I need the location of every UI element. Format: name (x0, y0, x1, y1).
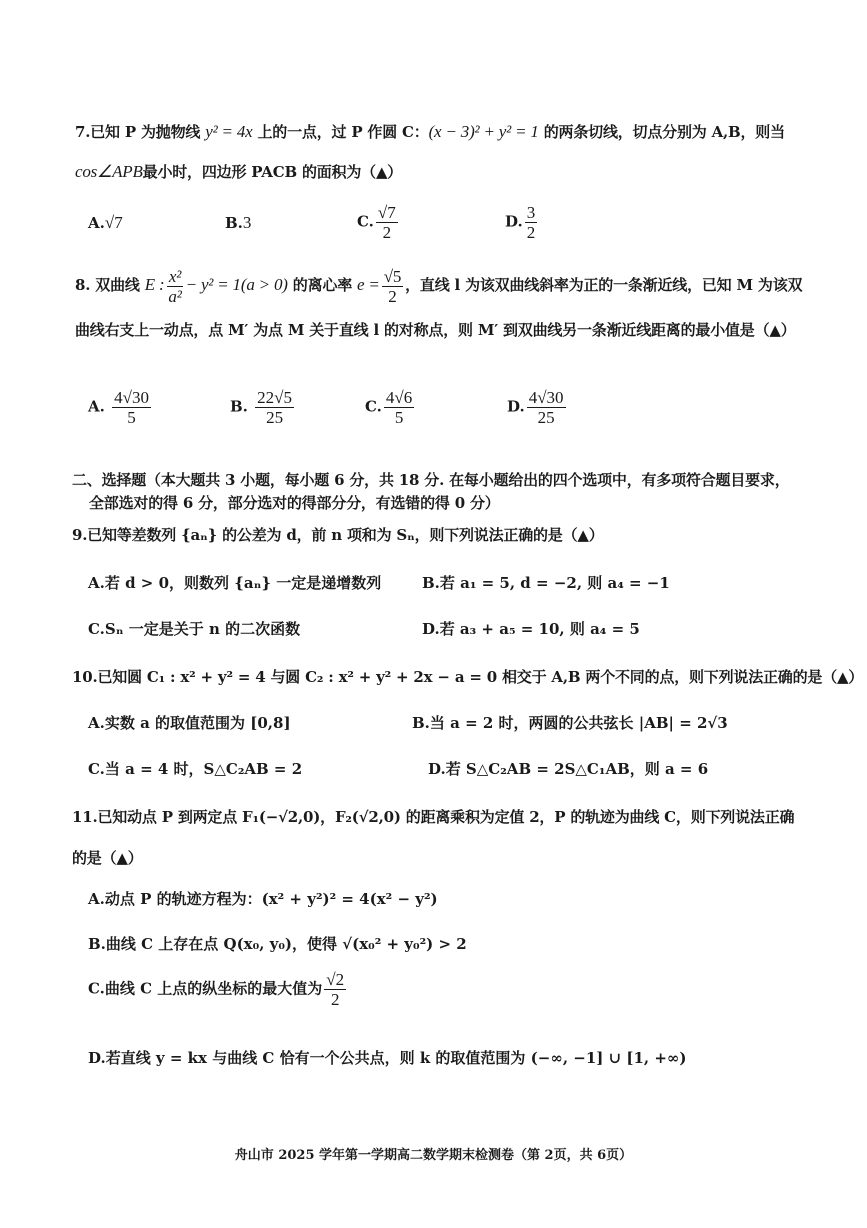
denominator: 5 (394, 408, 404, 427)
option-text: 曲线 C 上点的纵坐标的最大值为 (104, 979, 323, 998)
option-value: √7 (104, 213, 123, 232)
option-label: A. (88, 890, 105, 908)
denominator: 2 (526, 223, 536, 242)
text: 8. 双曲线 (75, 276, 145, 294)
option-text: 若 d > 0，则数列 {aₙ} 一定是递增数列 (104, 574, 382, 592)
numerator: 4√30 (528, 388, 564, 407)
option-text: 若 a₃ + a₅ = 10, 则 a₄ = 5 (439, 620, 640, 638)
math: (x − 3)² + y² = 1 (428, 122, 539, 141)
option-text: 实数 a 的取值范围为 [0,8] (104, 714, 291, 732)
option-label: C. (88, 620, 105, 638)
math: e = (357, 275, 380, 294)
text: 的离心率 (287, 276, 358, 294)
numerator: 4√6 (385, 388, 413, 407)
fraction (255, 388, 294, 427)
denominator: 25 (537, 408, 555, 427)
fraction (384, 388, 414, 427)
q10-option-c (88, 758, 302, 779)
text: 最小时，四边形 PACB 的面积为（▲） (142, 163, 403, 181)
text: 的两条切线，切点分别为 A,B，则当 (538, 123, 785, 141)
option-label: D. (428, 760, 446, 778)
denominator: 5 (127, 408, 136, 427)
q11-option-c (88, 970, 348, 1009)
question-8-line-1 (75, 264, 802, 306)
numerator: √7 (377, 203, 396, 222)
numerator: √5 (383, 266, 402, 286)
question-7-line-2 (75, 162, 402, 182)
q7-option-c (357, 203, 400, 242)
denominator: 2 (382, 223, 392, 242)
fraction (525, 203, 538, 242)
text: ，直线 l 为该双曲线斜率为正的一条渐近线，已知 M 为该双 (405, 276, 803, 294)
fraction (112, 388, 151, 427)
option-label: B. (422, 574, 440, 592)
math: cos∠APB (75, 162, 143, 181)
option-label: B. (225, 214, 243, 232)
q8-option-a (88, 388, 153, 427)
option-label: B. (412, 714, 430, 732)
option-label: C. (88, 760, 105, 778)
option-label: C. (365, 397, 382, 416)
option-label: A. (88, 714, 105, 732)
question-11-line-2: 的是（▲） (72, 849, 143, 867)
fraction (382, 267, 403, 306)
denominator: a² (168, 286, 182, 306)
option-text: 当 a = 4 时，S△C₂AB = 2 (104, 760, 303, 778)
option-label: D. (88, 1049, 106, 1067)
option-label: A. (88, 214, 105, 232)
denominator: 2 (388, 286, 397, 306)
numerator: 3 (526, 203, 536, 222)
option-value: 3 (242, 213, 252, 232)
q7-option-a (88, 213, 123, 233)
option-text: 若 S△C₂AB = 2S△C₁AB，则 a = 6 (445, 760, 709, 778)
option-label: D. (507, 397, 525, 416)
question-8-line-2: 曲线右支上一动点，点 M′ 为点 M 关于直线 l 的对称点，则 M′ 到双曲线另一条渐近线距离的最小值是（▲） (75, 321, 796, 339)
option-label: A. (88, 574, 105, 592)
fraction (166, 267, 183, 306)
q9-option-a (88, 572, 381, 593)
text: 7.已知 P 为抛物线 (75, 123, 206, 141)
option-text: 当 a = 2 时，两圆的公共弦长 |AB| = 2√3 (429, 714, 728, 732)
text: 上的一点，过 P 作圆 C： (252, 123, 429, 141)
option-text: 若直线 y = kx 与曲线 C 恰有一个公共点，则 k 的取值范围为 (−∞, −1] ∪ [1, +∞) (105, 1049, 687, 1067)
question-7-line-1 (75, 122, 785, 142)
numerator: 22√5 (257, 388, 292, 407)
option-label: A. (88, 397, 105, 416)
q7-option-b (225, 213, 251, 233)
q11-option-d (88, 1047, 687, 1068)
fraction (376, 203, 398, 242)
denominator: 25 (266, 408, 284, 427)
q11-option-b (88, 933, 467, 954)
q9-option-c (88, 618, 300, 639)
section-2-heading: 二、选择题（本大题共 3 小题，每小题 6 分，共 18 分. 在每小题给出的四个选项中，有多项符合题目要求， (72, 471, 790, 489)
question-10-stem: 10.已知圆 C₁ : x² + y² = 4 与圆 C₂ : x² + y² + 2x − a = 0 相交于 A,B 两个不同的点，则下列说法正确的是（▲） (72, 668, 864, 686)
q8-option-c (365, 388, 416, 427)
option-label: B. (230, 397, 248, 416)
numerator: 4√30 (114, 388, 149, 407)
fraction (527, 388, 566, 427)
fraction (324, 970, 346, 1009)
numerator: √2 (326, 970, 345, 989)
question-9-stem: 9.已知等差数列 {aₙ} 的公差为 d，前 n 项和为 Sₙ，则下列说法正确的是（▲） (72, 526, 604, 544)
q8-option-b (230, 388, 296, 427)
option-label: C. (357, 212, 374, 231)
option-label: D. (422, 620, 440, 638)
section-2-heading-cont: 全部选对的得 6 分，部分选对的得部分分，有选错的得 0 分） (89, 494, 500, 512)
q9-option-b (422, 572, 670, 593)
q10-option-d (428, 758, 708, 779)
math: − y² = 1(a > 0) (185, 275, 288, 294)
numerator: x² (168, 266, 182, 286)
option-label: C. (88, 979, 105, 998)
math: E : (144, 275, 165, 294)
denominator: 2 (330, 990, 340, 1009)
option-text: Sₙ 一定是关于 n 的二次函数 (104, 620, 301, 638)
option-text: 曲线 C 上存在点 Q(x₀, y₀)，使得 √(x₀² + y₀²) > 2 (105, 935, 467, 953)
option-label: B. (88, 935, 106, 953)
q11-option-a (88, 888, 438, 909)
q10-option-b (412, 712, 728, 733)
math: y² = 4x (205, 122, 253, 141)
page-footer: 舟山市 2025 学年第一学期高二数学期末检测卷（第 2页，共 6页） (234, 1148, 633, 1163)
q9-option-d (422, 618, 640, 639)
q7-option-d (505, 203, 539, 242)
option-text: 若 a₁ = 5, d = −2, 则 a₄ = −1 (439, 574, 670, 592)
q10-option-a (88, 712, 291, 733)
q8-option-d (507, 388, 568, 427)
question-11-line-1: 11.已知动点 P 到两定点 F₁(−√2,0)，F₂(√2,0) 的距离乘积为定值 2，P 的轨迹为曲线 C，则下列说法正确 (72, 808, 795, 826)
option-label: D. (505, 212, 523, 231)
option-text: 动点 P 的轨迹方程为：(x² + y²)² = 4(x² − y²) (104, 890, 438, 908)
